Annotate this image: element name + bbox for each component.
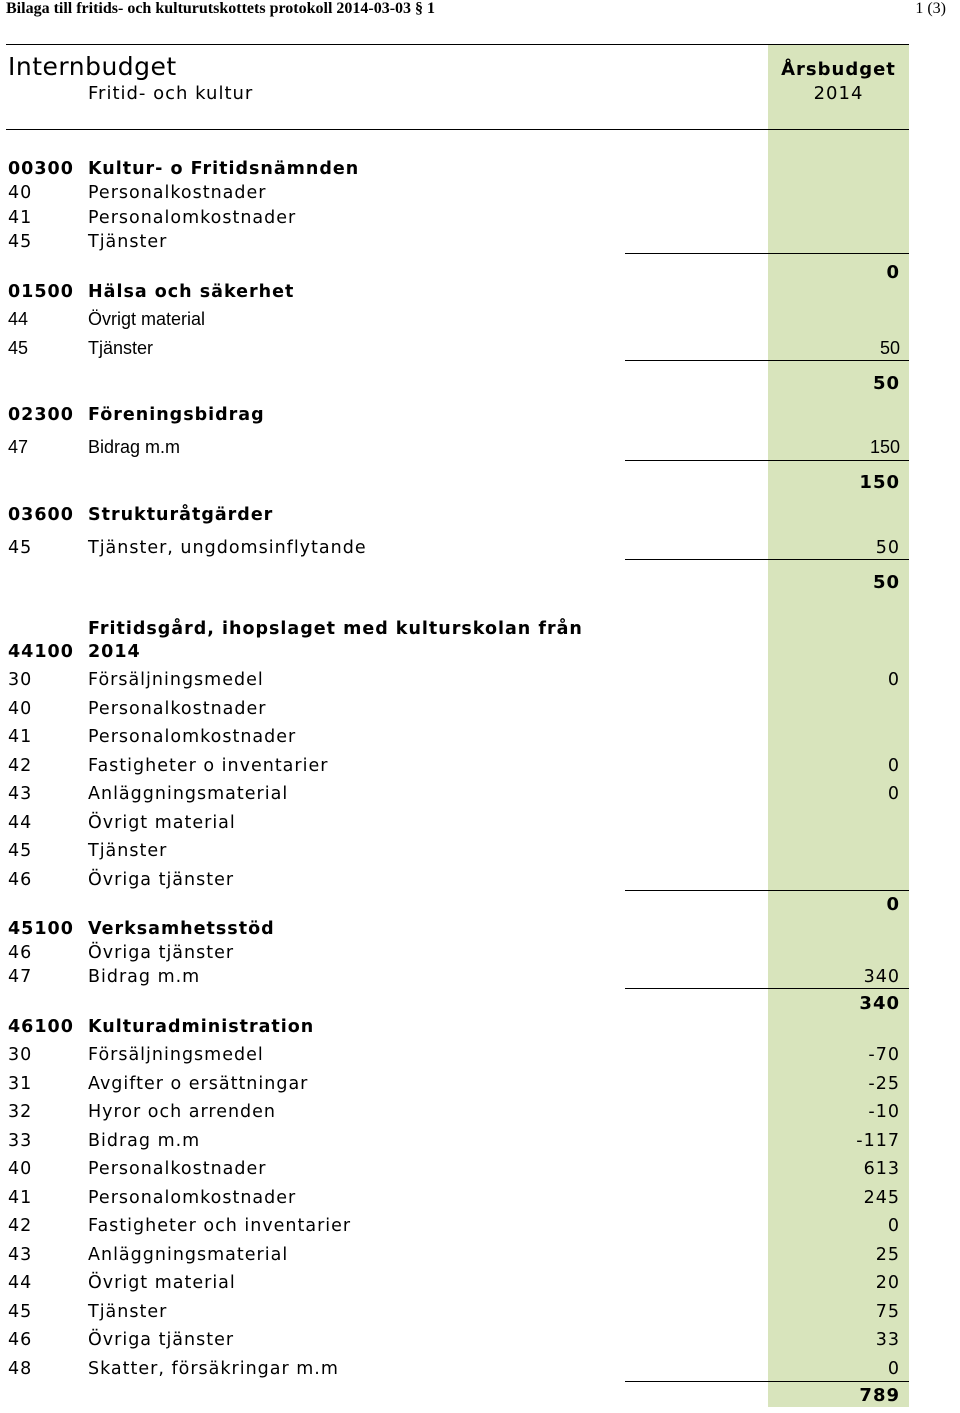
account-value: 245 — [863, 1188, 900, 1208]
section-total: 0 — [886, 894, 900, 915]
account-value: 50 — [879, 338, 900, 358]
budget-row — [0, 309, 960, 331]
header-rule — [6, 44, 909, 45]
account-code: 45 — [8, 338, 29, 358]
budget-row — [0, 338, 960, 360]
section-total: 150 — [859, 472, 900, 493]
account-label: Övrigt material — [88, 813, 236, 833]
account-code: 40 — [8, 183, 33, 203]
account-value: 0 — [887, 756, 900, 776]
account-value: 25 — [875, 1245, 900, 1265]
budget-row — [0, 756, 960, 778]
account-label: Övrigt material — [88, 1273, 236, 1293]
budget-row — [0, 1102, 960, 1124]
section-name: Strukturåtgärder — [88, 505, 274, 525]
column-header-label: Årsbudget — [781, 59, 896, 80]
account-code: 45 — [8, 1302, 33, 1322]
account-label: Övriga tjänster — [88, 870, 235, 890]
budget-row — [0, 1273, 960, 1295]
account-label: Anläggningsmaterial — [88, 1245, 289, 1265]
account-code: 41 — [8, 1188, 33, 1208]
budget-row — [0, 870, 960, 892]
account-label: Personalkostnader — [88, 1159, 267, 1179]
section-header — [0, 405, 960, 427]
account-value: 0 — [887, 1216, 900, 1236]
budget-row — [0, 670, 960, 692]
section-name: Hälsa och säkerhet — [88, 282, 295, 302]
section-total: 789 — [859, 1385, 900, 1406]
account-label: Anläggningsmaterial — [88, 784, 289, 804]
section-name: Kultur- o Fritidsnämnden — [88, 159, 360, 179]
sum-line — [625, 460, 909, 461]
section-code: 45100 — [8, 919, 74, 939]
account-label: Fastigheter och inventarier — [88, 1216, 352, 1236]
account-code: 45 — [8, 538, 33, 558]
budget-row — [0, 1045, 960, 1067]
budget-row — [0, 699, 960, 721]
account-value: 75 — [875, 1302, 900, 1322]
section-total: 50 — [872, 572, 900, 593]
section-header — [0, 1017, 960, 1039]
account-value: -70 — [868, 1045, 900, 1065]
account-code: 30 — [8, 1045, 33, 1065]
account-code: 45 — [8, 841, 33, 861]
account-label: Försäljningsmedel — [88, 670, 264, 690]
account-code: 40 — [8, 699, 33, 719]
section-header — [0, 505, 960, 527]
budget-row — [0, 1188, 960, 1210]
section-header — [0, 642, 960, 664]
account-code: 31 — [8, 1074, 33, 1094]
sum-line — [625, 559, 909, 560]
account-label: Tjänster, ungdomsinflytande — [88, 538, 367, 558]
account-code: 46 — [8, 870, 33, 890]
account-code: 32 — [8, 1102, 33, 1122]
budget-row — [0, 232, 960, 254]
section-header — [0, 159, 960, 181]
account-code: 30 — [8, 670, 33, 690]
section-name: Verksamhetsstöd — [88, 919, 275, 939]
account-label: Avgifter o ersättningar — [88, 1074, 309, 1094]
account-value: 150 — [869, 437, 900, 457]
account-value: -117 — [856, 1131, 900, 1151]
budget-row — [0, 1359, 960, 1381]
account-code: 43 — [8, 784, 33, 804]
section-name: Kulturadministration — [88, 1017, 315, 1037]
account-label: Tjänster — [88, 338, 154, 358]
account-value: 613 — [863, 1159, 900, 1179]
account-label: Bidrag m.m — [88, 437, 181, 457]
account-label: Fastigheter o inventarier — [88, 756, 329, 776]
budget-row — [0, 813, 960, 835]
budget-row — [0, 1131, 960, 1153]
header-rule-bottom — [6, 129, 909, 130]
account-label: Tjänster — [88, 841, 168, 861]
account-value: 50 — [875, 538, 900, 558]
budget-row — [0, 1330, 960, 1352]
section-code: 02300 — [8, 405, 74, 425]
account-value: -25 — [868, 1074, 900, 1094]
account-code: 48 — [8, 1359, 33, 1379]
account-label: Bidrag m.m — [88, 1131, 201, 1151]
account-label: Bidrag m.m — [88, 967, 201, 987]
budget-row — [0, 727, 960, 749]
account-code: 46 — [8, 943, 33, 963]
page-number: 1 (3) — [915, 0, 946, 17]
account-code: 42 — [8, 1216, 33, 1236]
sum-line — [625, 1381, 909, 1382]
section-header — [0, 282, 960, 304]
account-label: Personalkostnader — [88, 183, 267, 203]
section-header — [0, 919, 960, 941]
section-total: 50 — [872, 373, 900, 394]
account-value: 20 — [875, 1273, 900, 1293]
section-name-line1: Fritidsgård, ihopslaget med kulturskolan från — [88, 619, 583, 639]
budget-row — [0, 1074, 960, 1096]
account-value: 33 — [875, 1330, 900, 1350]
account-label: Personalkostnader — [88, 699, 267, 719]
account-label: Tjänster — [88, 232, 168, 252]
account-value: 340 — [863, 967, 900, 987]
account-code: 44 — [8, 1273, 33, 1293]
account-label: Tjänster — [88, 1302, 168, 1322]
budget-title: Internbudget — [8, 52, 177, 81]
sum-line — [625, 890, 909, 891]
section-name: Föreningsbidrag — [88, 405, 265, 425]
account-code: 41 — [8, 208, 33, 228]
account-code: 47 — [8, 437, 29, 457]
section-code: 44100 — [8, 642, 74, 662]
budget-row — [0, 841, 960, 863]
account-code: 44 — [8, 309, 29, 329]
account-value: -10 — [868, 1102, 900, 1122]
sum-line — [625, 360, 909, 361]
account-label: Övriga tjänster — [88, 943, 235, 963]
section-name-line2: 2014 — [88, 642, 141, 662]
account-label: Personalomkostnader — [88, 727, 297, 747]
section-code: 46100 — [8, 1017, 74, 1037]
budget-row — [0, 1159, 960, 1181]
section-code: 00300 — [8, 159, 74, 179]
account-value: 0 — [887, 1359, 900, 1379]
account-code: 43 — [8, 1245, 33, 1265]
sum-line — [625, 253, 909, 254]
budget-row — [0, 1245, 960, 1267]
budget-row — [0, 437, 960, 459]
account-label: Skatter, försäkringar m.m — [88, 1359, 339, 1379]
section-total: 0 — [886, 262, 900, 283]
column-header-year: 2014 — [813, 83, 864, 104]
budget-row — [0, 183, 960, 205]
account-label: Personalomkostnader — [88, 1188, 297, 1208]
budget-row — [0, 1216, 960, 1238]
budget-row — [0, 538, 960, 560]
budget-subtitle: Fritid- och kultur — [88, 83, 254, 104]
section-code: 03600 — [8, 505, 74, 525]
account-label: Övrigt material — [88, 309, 206, 329]
account-code: 33 — [8, 1131, 33, 1151]
account-code: 44 — [8, 813, 33, 833]
section-code: 01500 — [8, 282, 74, 302]
sum-line — [625, 988, 909, 989]
account-code: 41 — [8, 727, 33, 747]
account-label: Hyror och arrenden — [88, 1102, 277, 1122]
budget-row — [0, 784, 960, 806]
account-code: 40 — [8, 1159, 33, 1179]
account-value: 0 — [887, 670, 900, 690]
account-code: 46 — [8, 1330, 33, 1350]
account-code: 42 — [8, 756, 33, 776]
budget-row — [0, 967, 960, 989]
budget-row — [0, 943, 960, 965]
budget-row — [0, 1302, 960, 1324]
account-label: Övriga tjänster — [88, 1330, 235, 1350]
budget-row — [0, 208, 960, 230]
account-label: Försäljningsmedel — [88, 1045, 264, 1065]
section-total: 340 — [859, 993, 900, 1014]
account-code: 47 — [8, 967, 33, 987]
account-label: Personalomkostnader — [88, 208, 297, 228]
document-header: Bilaga till fritids- och kulturutskottets protokoll 2014-03-03 § 1 — [6, 0, 436, 17]
account-code: 45 — [8, 232, 33, 252]
account-value: 0 — [887, 784, 900, 804]
